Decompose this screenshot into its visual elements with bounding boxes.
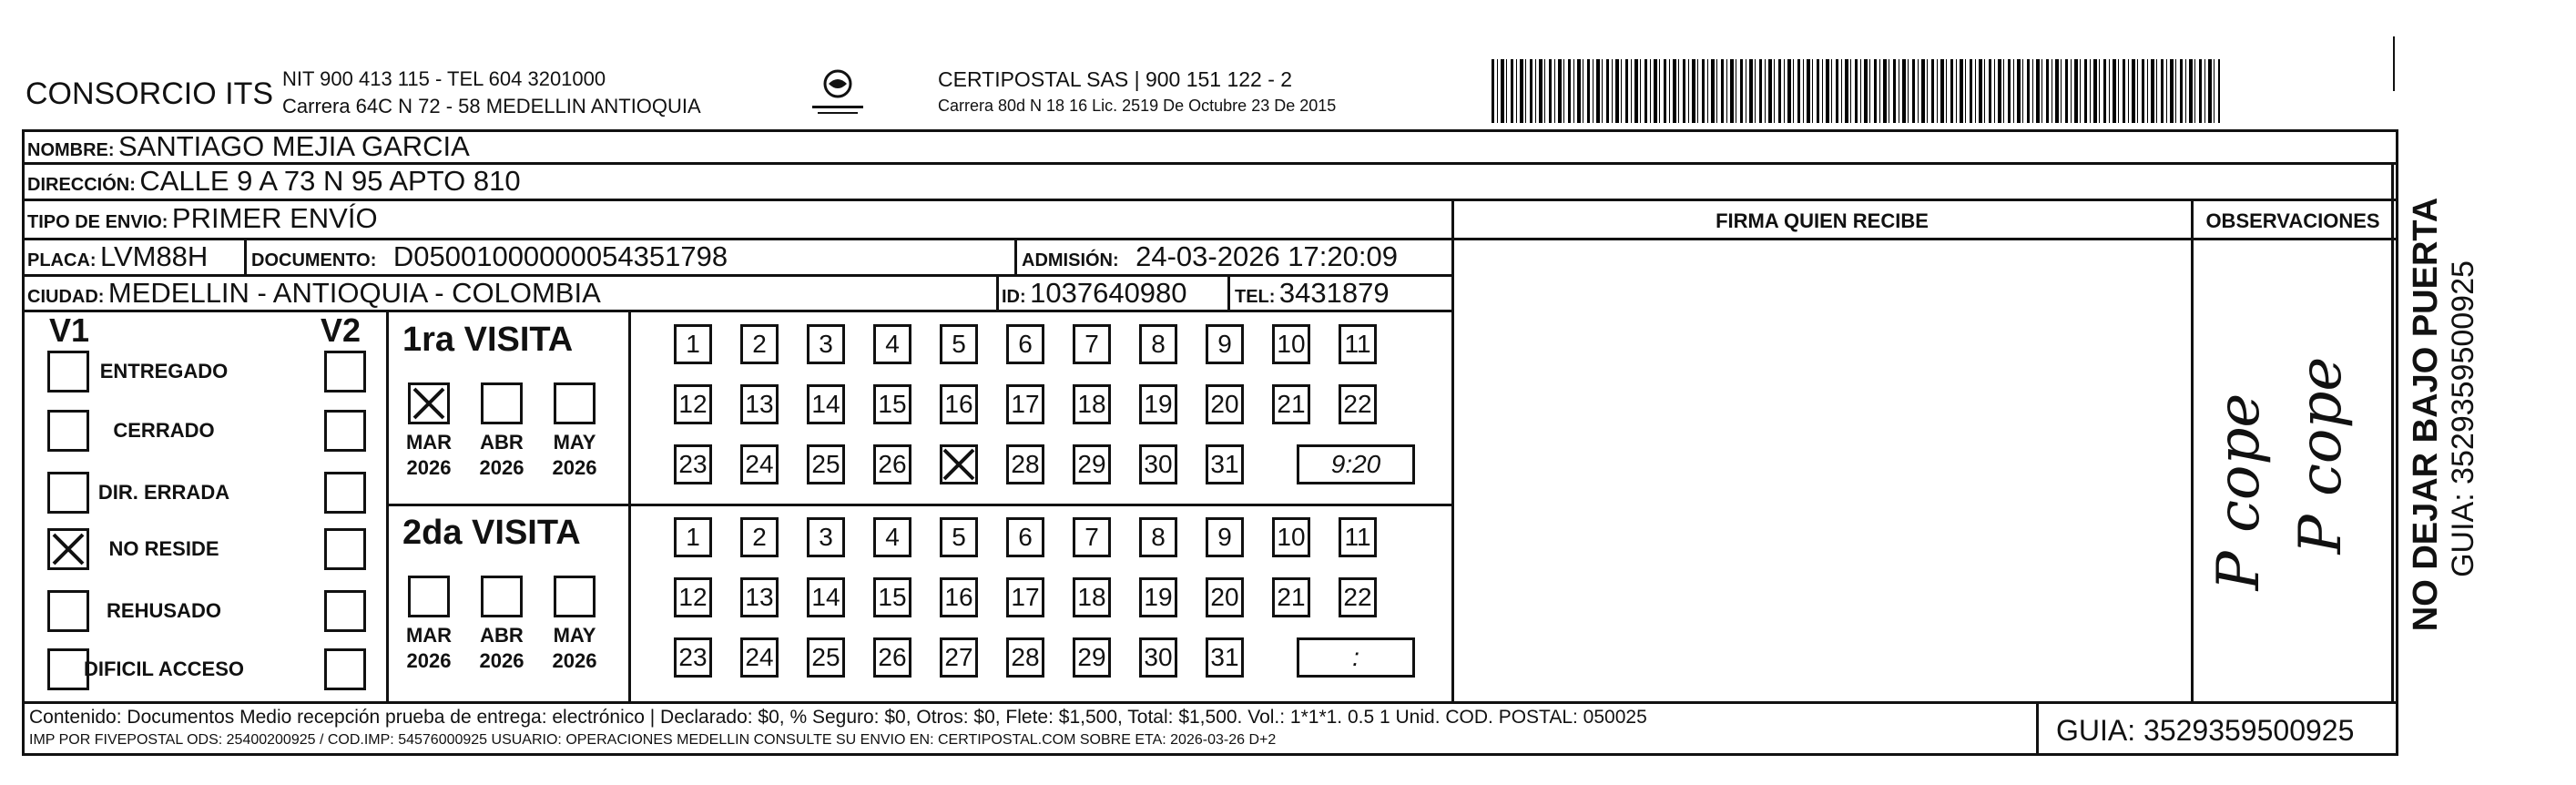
day-box[interactable]: 4: [873, 324, 911, 364]
day-box[interactable]: 8: [1139, 517, 1177, 557]
svg-text:P cope: P cope: [2287, 356, 2355, 555]
day-box[interactable]: 14: [807, 384, 845, 424]
company-address: Carrera 64C N 72 - 58 MEDELLIN ANTIOQUIA: [282, 95, 701, 117]
day-box[interactable]: 31: [1206, 637, 1244, 678]
v2-checkbox[interactable]: [324, 351, 366, 392]
month-checkbox[interactable]: [481, 576, 523, 617]
v1-label: V1: [49, 311, 90, 349]
observaciones-header: OBSERVACIONES: [2205, 209, 2380, 232]
tel-row: [1235, 277, 1390, 310]
day-box[interactable]: 5: [940, 324, 978, 364]
day-box[interactable]: 13: [740, 577, 779, 617]
month-year: 2026: [552, 649, 597, 672]
divider: [22, 199, 2398, 201]
divider: [244, 240, 247, 276]
day-box[interactable]: 2: [740, 517, 779, 557]
tipo-row: [27, 202, 378, 235]
day-box[interactable]: 9: [1206, 324, 1244, 364]
month-name: MAY: [553, 431, 596, 454]
day-box[interactable]: 11: [1339, 517, 1377, 557]
status-option-label: REHUSADO: [107, 599, 221, 622]
visit2-title: 2da VISITA: [402, 514, 581, 552]
day-box[interactable]: 1: [674, 324, 712, 364]
company-name: CONSORCIO ITS: [25, 76, 274, 111]
ciudad-value: MEDELLIN - ANTIOQUIA - COLOMBIA: [107, 277, 601, 309]
month-year: 2026: [552, 456, 597, 479]
day-box[interactable]: 16: [940, 384, 978, 424]
direccion-value: CALLE 9 A 73 N 95 APTO 810: [139, 165, 521, 197]
month-label: [543, 430, 606, 481]
divider: [1453, 238, 2398, 240]
edge-mark: [2393, 36, 2395, 91]
day-box[interactable]: 19: [1139, 577, 1177, 617]
tel-value: 3431879: [1278, 277, 1390, 309]
status-option-label: NO RESIDE: [108, 537, 219, 560]
day-box[interactable]: 11: [1339, 324, 1377, 364]
divider: [22, 701, 2398, 704]
certipostal-logo: [801, 66, 874, 120]
footer-contenido: Contenido: Documentos Medio recepción prueba de entrega: electrónico | Declarado: $0, % Seguro: $0, Otros: $0, Flete: $1,500, Total: $1,500. Vol.: 1*1*1. 0.5 1 Unid. COD. POSTAL: 050025: [29, 707, 1647, 728]
divider: [1014, 240, 1017, 276]
divider: [22, 310, 1453, 312]
id-row: [1002, 277, 1187, 310]
firma-header: FIRMA QUIEN RECIBE: [1716, 209, 1929, 232]
side-guia-text: GUIA: 3529359500925: [2446, 260, 2480, 577]
admision-value: 24-03-2026 17:20:09: [1135, 240, 1398, 272]
day-box[interactable]: 15: [873, 384, 911, 424]
month-name: MAR: [405, 624, 453, 647]
day-box[interactable]: 22: [1339, 577, 1377, 617]
day-box[interactable]: 30: [1139, 637, 1177, 678]
nombre-label: NOMBRE:: [27, 140, 115, 160]
month-name: MAY: [553, 624, 596, 647]
month-checkbox[interactable]: [408, 382, 450, 424]
documento-value: D05001000000054351798: [392, 240, 728, 272]
day-box[interactable]: 18: [1073, 384, 1111, 424]
divider: [386, 311, 389, 701]
month-label: [397, 430, 461, 481]
day-box[interactable]: 21: [1272, 577, 1310, 617]
tel-label: TEL:: [1235, 287, 1276, 307]
day-box[interactable]: 20: [1206, 384, 1244, 424]
day-box[interactable]: 8: [1139, 324, 1177, 364]
month-year: 2026: [406, 649, 452, 672]
id-label: ID:: [1002, 287, 1026, 307]
month-name: ABR: [480, 624, 524, 647]
certipostal-info: CERTIPOSTAL SAS | 900 151 122 - 2: [938, 67, 1293, 91]
nombre-value: SANTIAGO MEJIA GARCIA: [118, 130, 470, 162]
company-nit: NIT 900 413 115 - TEL 604 3201000: [282, 67, 606, 90]
visit1-title: 1ra VISITA: [402, 321, 574, 359]
day-box[interactable]: 24: [740, 444, 779, 484]
handwritten-note-2: [2287, 319, 2377, 592]
day-box[interactable]: 10: [1272, 324, 1310, 364]
admision-row: [1022, 240, 1398, 273]
day-box[interactable]: 26: [873, 637, 911, 678]
day-box[interactable]: 6: [1006, 517, 1044, 557]
side-warning-text: NO DEJAR BAJO PUERTA: [2407, 197, 2445, 632]
day-box[interactable]: 25: [807, 637, 845, 678]
footer-imp: IMP POR FIVEPOSTAL ODS: 25400200925 / COD.IMP: 54576000925 USUARIO: OPERACIONES MEDELLIN CONSULTE SU ENVIO EN: CERTIPOSTAL.COM SOBRE ETA: 2026-03-26 D+2: [29, 732, 1277, 748]
day-box[interactable]: 21: [1272, 384, 1310, 424]
status-option-label: DIFICIL ACCESO: [83, 658, 244, 680]
placa-value: LVM88H: [100, 240, 209, 272]
month-year: 2026: [479, 456, 524, 479]
day-box[interactable]: 20: [1206, 577, 1244, 617]
day-box[interactable]: 10: [1272, 517, 1310, 557]
admision-label: ADMISIÓN:: [1022, 250, 1119, 270]
direccion-row: [27, 165, 521, 198]
nombre-row: [27, 130, 470, 163]
day-box[interactable]: 18: [1073, 577, 1111, 617]
day-box-checked[interactable]: [940, 444, 978, 484]
month-checkbox[interactable]: [408, 576, 450, 617]
ciudad-label: CIUDAD:: [27, 287, 105, 307]
status-option-label: DIR. ERRADA: [97, 481, 230, 504]
time-box[interactable]: 9:20: [1297, 444, 1415, 484]
v2-checkbox[interactable]: [324, 410, 366, 452]
status-option-label: CERRADO: [113, 419, 215, 442]
day-box[interactable]: 12: [674, 384, 712, 424]
month-label: [470, 430, 534, 481]
divider: [2191, 200, 2194, 703]
day-box[interactable]: 2: [740, 324, 779, 364]
v2-checkbox[interactable]: [324, 648, 366, 690]
divider: [2391, 164, 2394, 703]
divider: [996, 276, 999, 311]
day-box[interactable]: 17: [1006, 384, 1044, 424]
documento-row: [251, 240, 728, 273]
month-checkbox[interactable]: [554, 382, 596, 424]
month-label: [470, 623, 534, 674]
v2-checkbox[interactable]: [324, 528, 366, 570]
day-box[interactable]: 14: [807, 577, 845, 617]
day-box[interactable]: 29: [1073, 444, 1111, 484]
day-box[interactable]: 7: [1073, 517, 1111, 557]
day-box[interactable]: 13: [740, 384, 779, 424]
day-box[interactable]: 27: [940, 637, 978, 678]
handwritten-note-1: [2205, 355, 2295, 628]
day-box[interactable]: 12: [674, 577, 712, 617]
day-box[interactable]: 23: [674, 637, 712, 678]
tipo-value: PRIMER ENVÍO: [171, 202, 378, 234]
day-box[interactable]: 30: [1139, 444, 1177, 484]
day-box[interactable]: 3: [807, 324, 845, 364]
certipostal-address: Carrera 80d N 18 16 Lic. 2519 De Octubre 23 De 2015: [938, 97, 1337, 115]
day-box[interactable]: 15: [873, 577, 911, 617]
day-box[interactable]: 24: [740, 637, 779, 678]
month-year: 2026: [406, 456, 452, 479]
divider: [386, 504, 1453, 506]
v2-label: V2: [321, 311, 361, 349]
day-box[interactable]: 4: [873, 517, 911, 557]
day-box[interactable]: 26: [873, 444, 911, 484]
day-box[interactable]: 9: [1206, 517, 1244, 557]
month-label: [397, 623, 461, 674]
month-checkbox[interactable]: [481, 382, 523, 424]
placa-label: PLACA:: [27, 250, 97, 270]
v2-checkbox[interactable]: [324, 590, 366, 632]
documento-label: DOCUMENTO:: [251, 250, 377, 270]
month-label: [543, 623, 606, 674]
day-box[interactable]: 31: [1206, 444, 1244, 484]
barcode: [1492, 59, 2220, 123]
month-checkbox[interactable]: [554, 576, 596, 617]
ciudad-row: [27, 277, 601, 310]
day-box[interactable]: 1: [674, 517, 712, 557]
day-box[interactable]: 17: [1006, 577, 1044, 617]
day-box[interactable]: 23: [674, 444, 712, 484]
month-year: 2026: [479, 649, 524, 672]
month-name: ABR: [480, 431, 524, 454]
id-value: 1037640980: [1030, 277, 1187, 309]
month-name: MAR: [405, 431, 453, 454]
time-box[interactable]: :: [1297, 637, 1415, 678]
day-box[interactable]: 3: [807, 517, 845, 557]
divider: [1227, 276, 1230, 311]
day-box[interactable]: 28: [1006, 444, 1044, 484]
day-box[interactable]: 22: [1339, 384, 1377, 424]
day-box[interactable]: 25: [807, 444, 845, 484]
day-box[interactable]: 16: [940, 577, 978, 617]
status-option-label: ENTREGADO: [99, 360, 229, 382]
day-box[interactable]: 28: [1006, 637, 1044, 678]
day-box[interactable]: 7: [1073, 324, 1111, 364]
side-warning: [2404, 155, 2486, 674]
tipo-label: TIPO DE ENVIO:: [27, 212, 168, 232]
day-box[interactable]: 19: [1139, 384, 1177, 424]
day-box[interactable]: 5: [940, 517, 978, 557]
day-box[interactable]: 6: [1006, 324, 1044, 364]
footer-guia: GUIA: 3529359500925: [2056, 714, 2355, 747]
svg-text:P cope: P cope: [2205, 392, 2273, 591]
day-box[interactable]: 29: [1073, 637, 1111, 678]
divider: [628, 311, 631, 701]
direccion-label: DIRECCIÓN:: [27, 175, 136, 195]
placa-row: [27, 240, 208, 273]
divider: [1451, 200, 1454, 703]
divider: [2036, 704, 2039, 756]
v2-checkbox[interactable]: [324, 472, 366, 514]
